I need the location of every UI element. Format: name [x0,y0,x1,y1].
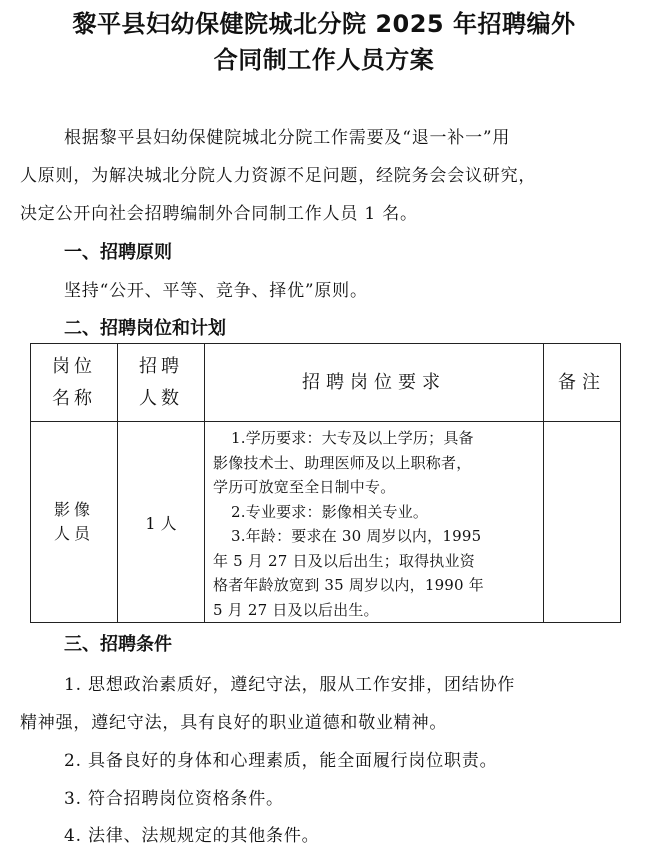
condition-item-4: 4. 法律、法规规定的其他条件。 [64,826,320,846]
header-notes: 备注 [544,344,621,422]
cell-requirements [205,422,544,623]
condition-item-1-continued: 精神强，遵纪守法，具有良好的职业道德和敬业精神。 [20,713,448,733]
intro-paragraph-line-1: 根据黎平县妇幼保健院城北分院工作需要及“退一补一”用 [64,128,511,148]
table-row [31,422,621,623]
cell-recruit-count: 1 人 [118,422,205,623]
requirement-line: 学历可放宽至全日制中专。 [213,478,396,496]
section-1-heading: 一、招聘原则 [64,242,172,263]
intro-paragraph-line-2: 人原则，为解决城北分院人力资源不足问题，经院务会会议研究， [20,166,537,186]
requirement-line: 3.年龄：要求在 30 周岁以内，1995 [231,527,482,545]
requirement-line: 5 月 27 日及以后出生。 [213,600,379,619]
requirement-line: 年 5 月 27 日及以后出生；取得执业资 [213,551,475,570]
requirement-line: 1.学历要求：大专及以上学历；具备 [231,429,474,447]
requirement-line: 格者年龄放宽到 35 周岁以内，1990 年 [213,576,484,594]
header-count-line-1: 招聘 [139,355,183,377]
cell-position-name [31,422,118,623]
section-1-text: 坚持“公开、平等、竞争、择优”原则。 [64,281,368,301]
header-count-line-2: 人数 [139,387,183,409]
header-position-line-1: 岗位 [52,355,96,377]
position-name-line-2: 人员 [53,524,94,543]
requirement-line: 2.专业要求：影像相关专业。 [231,502,429,521]
table-header-row [31,344,621,422]
header-recruit-count [118,344,205,422]
header-position-name [31,344,118,422]
header-position-line-2: 名称 [52,387,96,409]
section-2-heading: 二、招聘岗位和计划 [64,318,226,339]
condition-item-1: 1. 思想政治素质好，遵纪守法，服从工作安排，团结协作 [64,675,516,695]
cell-notes [544,422,621,623]
intro-paragraph-line-3: 决定公开向社会招聘编制外合同制工作人员 1 名。 [20,204,418,224]
document-title-line-2: 合同制工作人员方案 [213,46,435,74]
condition-item-3: 3. 符合招聘岗位资格条件。 [64,789,284,809]
condition-item-2: 2. 具备良好的身体和心理素质，能全面履行岗位职责。 [64,751,498,771]
recruitment-plan-table [30,343,621,623]
requirement-line: 影像技术士、助理医师及以上职称者， [213,453,472,472]
section-3-heading: 三、招聘条件 [64,634,172,655]
position-name-line-1: 影像 [53,500,94,519]
document-title-line-1: 黎平县妇幼保健院城北分院 2025 年招聘编外 [72,10,576,38]
header-requirements: 招聘岗位要求 [205,344,544,422]
